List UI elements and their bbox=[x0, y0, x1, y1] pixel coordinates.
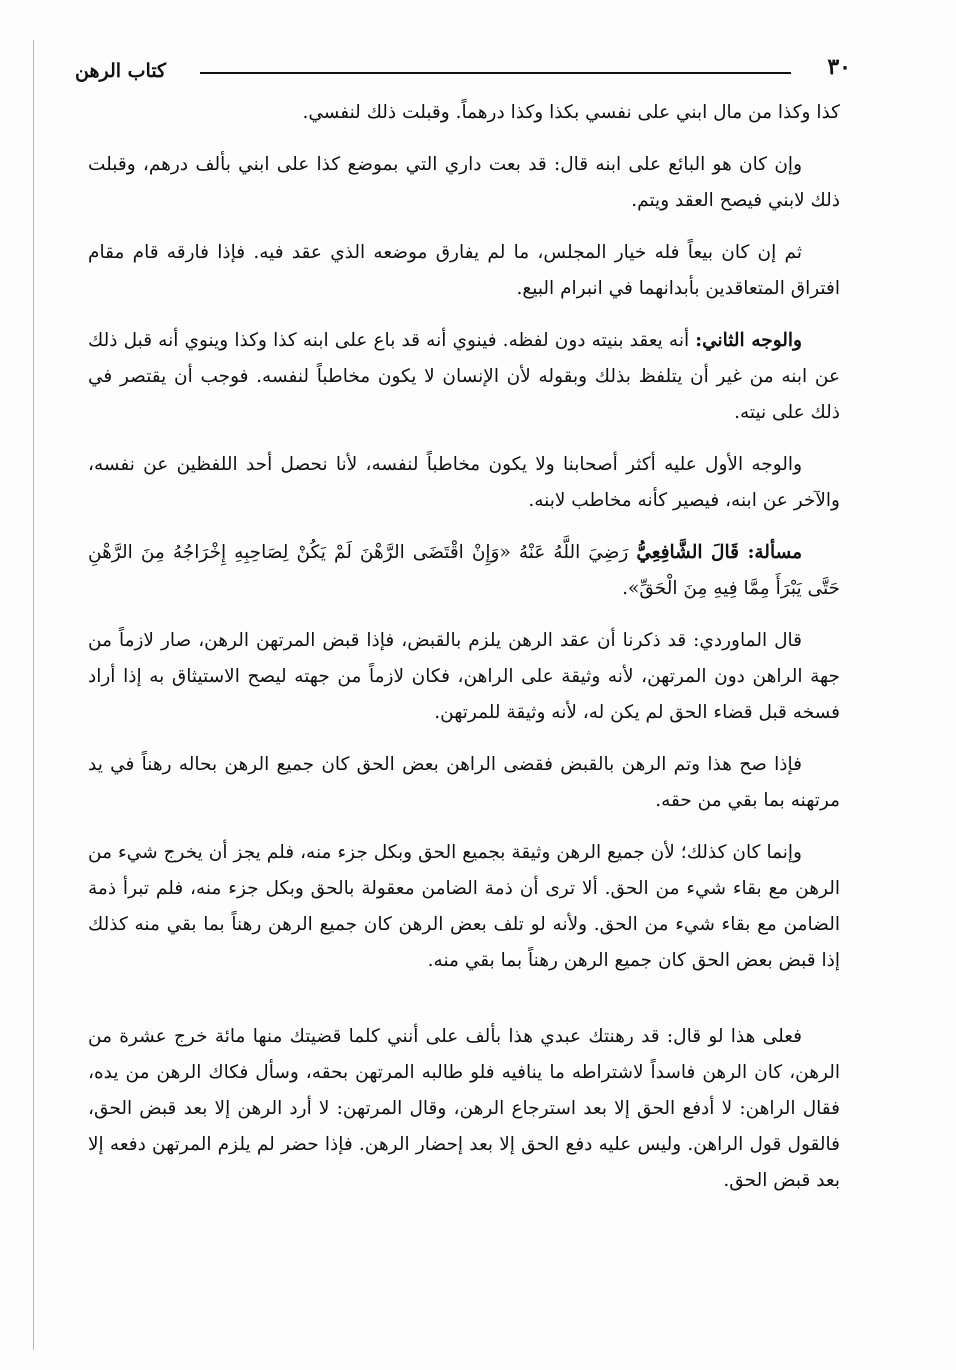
paragraph-text: رَضِيَ اللَّهُ عَنْهُ «وَإِنْ اقْتَضَى الرَّهْنَ لَمْ يَكُنْ لِصَاحِبِهِ إِخْرَاجُهُ مِنَ الرَّهْنِ حَتَّى يَبْرَأَ مِمَّا فِيهِ مِنَ الْحَقِّ». bbox=[88, 542, 840, 599]
paragraph-text: قال الماوردي: قد ذكرنا أن عقد الرهن يلزم بالقبض، فإذا قبض المرتهن الرهن، صار لازماً من جهة الراهن دون المرتهن، لأنه وثيقة على الراهن، فكان لازماً من جهته ليصح الاستيثاق به إذا أراد فسخه قبل قضاء الحق لم يكن له، لأنه وثيقة للمرتهن. bbox=[88, 630, 840, 723]
paragraph-text: والوجه الأول عليه أكثر أصحابنا ولا يكون مخاطباً لنفسه، لأنا نحصل أحد اللفظين عن نفسه، والآخر عن ابنه، فيصير كأنه مخاطب لابنه. bbox=[88, 454, 840, 511]
paragraph-masala bbox=[88, 535, 840, 607]
page-number: ٣٠ bbox=[827, 54, 851, 80]
paragraph bbox=[88, 323, 840, 431]
paragraph bbox=[88, 1019, 840, 1199]
paragraph bbox=[88, 95, 840, 131]
header-rule bbox=[200, 72, 791, 74]
paragraph bbox=[88, 835, 840, 979]
paragraph bbox=[88, 623, 840, 731]
paragraph-text: وإن كان هو البائع على ابنه قال: قد بعت داري التي بموضع كذا على ابني بألف درهم، وقبلت ذلك لابني فيصح العقد ويتم. bbox=[88, 154, 840, 211]
page-body bbox=[88, 95, 840, 1215]
page-edge-line bbox=[33, 40, 34, 1350]
paragraph bbox=[88, 747, 840, 819]
paragraph-text: فإذا صح هذا وتم الرهن بالقبض فقضى الراهن بعض الحق كان جميع الرهن بحاله رهناً في يد مرتهنه بما بقي من حقه. bbox=[88, 754, 840, 811]
paragraph-text: كذا وكذا من مال ابني على نفسي بكذا وكذا درهماً. وقبلت ذلك لنفسي. bbox=[302, 102, 840, 123]
paragraph-text: ثم إن كان بيعاً فله خيار المجلس، ما لم يفارق موضعه الذي عقد فيه. فإذا فارقه قام مقام افتراق المتعاقدين بأبدانهما في انبرام البيع. bbox=[88, 242, 840, 299]
paragraph-text: أنه يعقد بنيته دون لفظه. فينوي أنه قد باع على ابنه كذا وكذا وينوي أنه قبل ذلك عن ابنه من غير أن يتلفظ بذلك وبقوله لأن الإنسان لا يكون مخاطباً لنفسه. فوجب أن يقتصر في ذلك على نيته. bbox=[88, 330, 840, 423]
running-title: كتاب الرهن bbox=[75, 60, 167, 82]
paragraph-text: وإنما كان كذلك؛ لأن جميع الرهن وثيقة بجميع الحق وبكل جزء منه، فلم يجز أن يخرج شيء من الرهن مع بقاء شيء من الحق. ألا ترى أن ذمة الضامن معقولة بالحق وبكل جزء منه، فلم تبرأ ذمة الضامن مع بقاء شيء من الحق. ولأنه لو تلف بعض الرهن كان جميع الرهن رهناً بما بقي منه كذلك إذا قبض بعض الحق كان جميع الرهن رهناً بما بقي منه. bbox=[88, 842, 840, 971]
paragraph-lead: مسألة: قَالَ الشَّافِعِيُّ bbox=[636, 542, 802, 563]
paragraph-text: فعلى هذا لو قال: قد رهنتك عبدي هذا بألف على أنني كلما قضيتك منها مائة خرج عشرة من الرهن، كان الرهن فاسداً لاشتراطه ما ينافيه فلو طالبه المرتهن بحقه، وسأل فكاك الرهن من يده، فقال الراهن: لا أدفع الحق إلا بعد استرجاع الرهن، وقال المرتهن: لا أرد الرهن إلا بعد قبض الحق، فالقول قول الراهن. وليس عليه دفع الحق إلا بعد إحضار الرهن. فإذا حضر لم يلزم المرتهن دفعه إلا بعد قبض الحق. bbox=[88, 1026, 840, 1191]
page-header bbox=[75, 50, 851, 86]
paragraph bbox=[88, 147, 840, 219]
paragraph-lead: والوجه الثاني: bbox=[695, 330, 802, 351]
paragraph bbox=[88, 235, 840, 307]
paragraph bbox=[88, 447, 840, 519]
